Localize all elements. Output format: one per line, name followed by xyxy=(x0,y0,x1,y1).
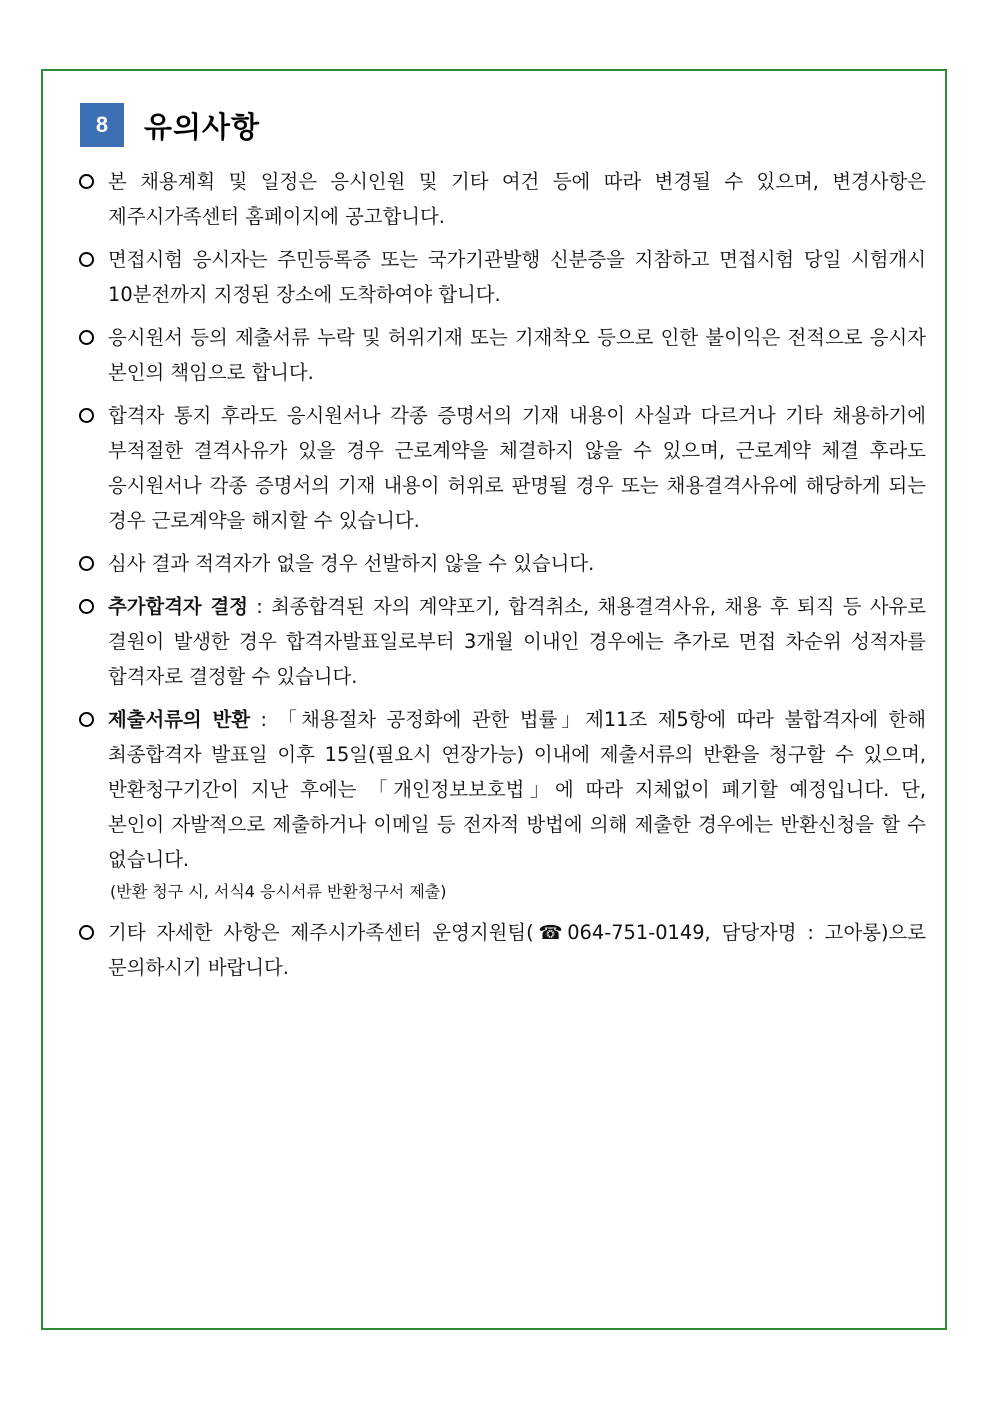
notice-item-8 xyxy=(78,915,926,985)
notice-separator: : xyxy=(250,708,278,731)
notice-item-6 xyxy=(78,589,926,694)
section-header xyxy=(80,103,260,147)
circle-bullet-icon xyxy=(79,925,94,940)
notice-item-5 xyxy=(78,546,926,581)
notice-label: 제출서류의 반환 xyxy=(108,708,251,731)
notice-list xyxy=(78,164,926,985)
circle-bullet-icon xyxy=(79,556,94,571)
notice-text: 「채용절차 공정화에 관한 법률」제11조 제5항에 따라 불합격자에 한해 최종합격자 발표일 이후 15일(필요시 연장가능) 이내에 제출서류의 반환을 청구할 수 있으며, 반환청구기간이 지난 후에는 「개인정보보호법」에 따라 지체없이 폐기할 예정입니다. 단, 본인이 자발적으로 제출하거나 이메일 등 전자적 방법에 의해 제출한 경우에는 반환신청을 할 수 없습니다. xyxy=(108,708,926,871)
notice-text: 합격자 통지 후라도 응시원서나 각종 증명서의 기재 내용이 사실과 다르거나 기타 채용하기에 부적절한 결격사유가 있을 경우 근로계약을 체결하지 않을 수 있으며, 근로계약 체결 후라도 응시원서나 각종 증명서의 기재 내용이 허위로 판명될 경우 또는 채용결격사유에 해당하게 되는 경우 근로계약을 해지할 수 있습니다. xyxy=(108,404,926,532)
circle-bullet-icon xyxy=(79,712,94,727)
notice-note: (반환 청구 시, 서식4 응시서류 반환청구서 제출) xyxy=(110,882,447,901)
circle-bullet-icon xyxy=(79,408,94,423)
section-title: 유의사항 xyxy=(144,109,261,144)
notice-text: 응시원서 등의 제출서류 누락 및 허위기재 또는 기재착오 등으로 인한 불이익은 전적으로 응시자 본인의 책임으로 합니다. xyxy=(108,326,926,384)
notice-text: 본 채용계획 및 일정은 응시인원 및 기타 여건 등에 따라 변경될 수 있으며, 변경사항은 제주시가족센터 홈페이지에 공고합니다. xyxy=(108,170,926,228)
notice-item-4 xyxy=(78,398,926,538)
notice-item-3 xyxy=(78,320,926,390)
circle-bullet-icon xyxy=(79,174,94,189)
section-number-badge: 8 xyxy=(80,103,124,147)
notice-text: 최종합격된 자의 계약포기, 합격취소, 채용결격사유, 채용 후 퇴직 등 사유로 결원이 발생한 경우 합격자발표일로부터 3개월 이내인 경우에는 추가로 면접 차순위 성적자를 합격자로 결정할 수 있습니다. xyxy=(108,595,926,688)
notice-text: 기타 자세한 사항은 제주시가족센터 운영지원팀(☎064-751-0149, 담당자명 : 고아롱)으로 문의하시기 바랍니다. xyxy=(108,921,926,979)
circle-bullet-icon xyxy=(79,330,94,345)
notice-item-2 xyxy=(78,242,926,312)
notice-label: 추가합격자 결정 xyxy=(108,595,248,618)
notice-item-1 xyxy=(78,164,926,234)
circle-bullet-icon xyxy=(79,252,94,267)
notice-text: 심사 결과 적격자가 없을 경우 선발하지 않을 수 있습니다. xyxy=(108,552,595,575)
notice-item-7 xyxy=(78,702,926,907)
notice-text: 면접시험 응시자는 주민등록증 또는 국가기관발행 신분증을 지참하고 면접시험 당일 시험개시 10분전까지 지정된 장소에 도착하여야 합니다. xyxy=(108,248,926,306)
notice-separator: : xyxy=(247,595,272,618)
circle-bullet-icon xyxy=(79,599,94,614)
